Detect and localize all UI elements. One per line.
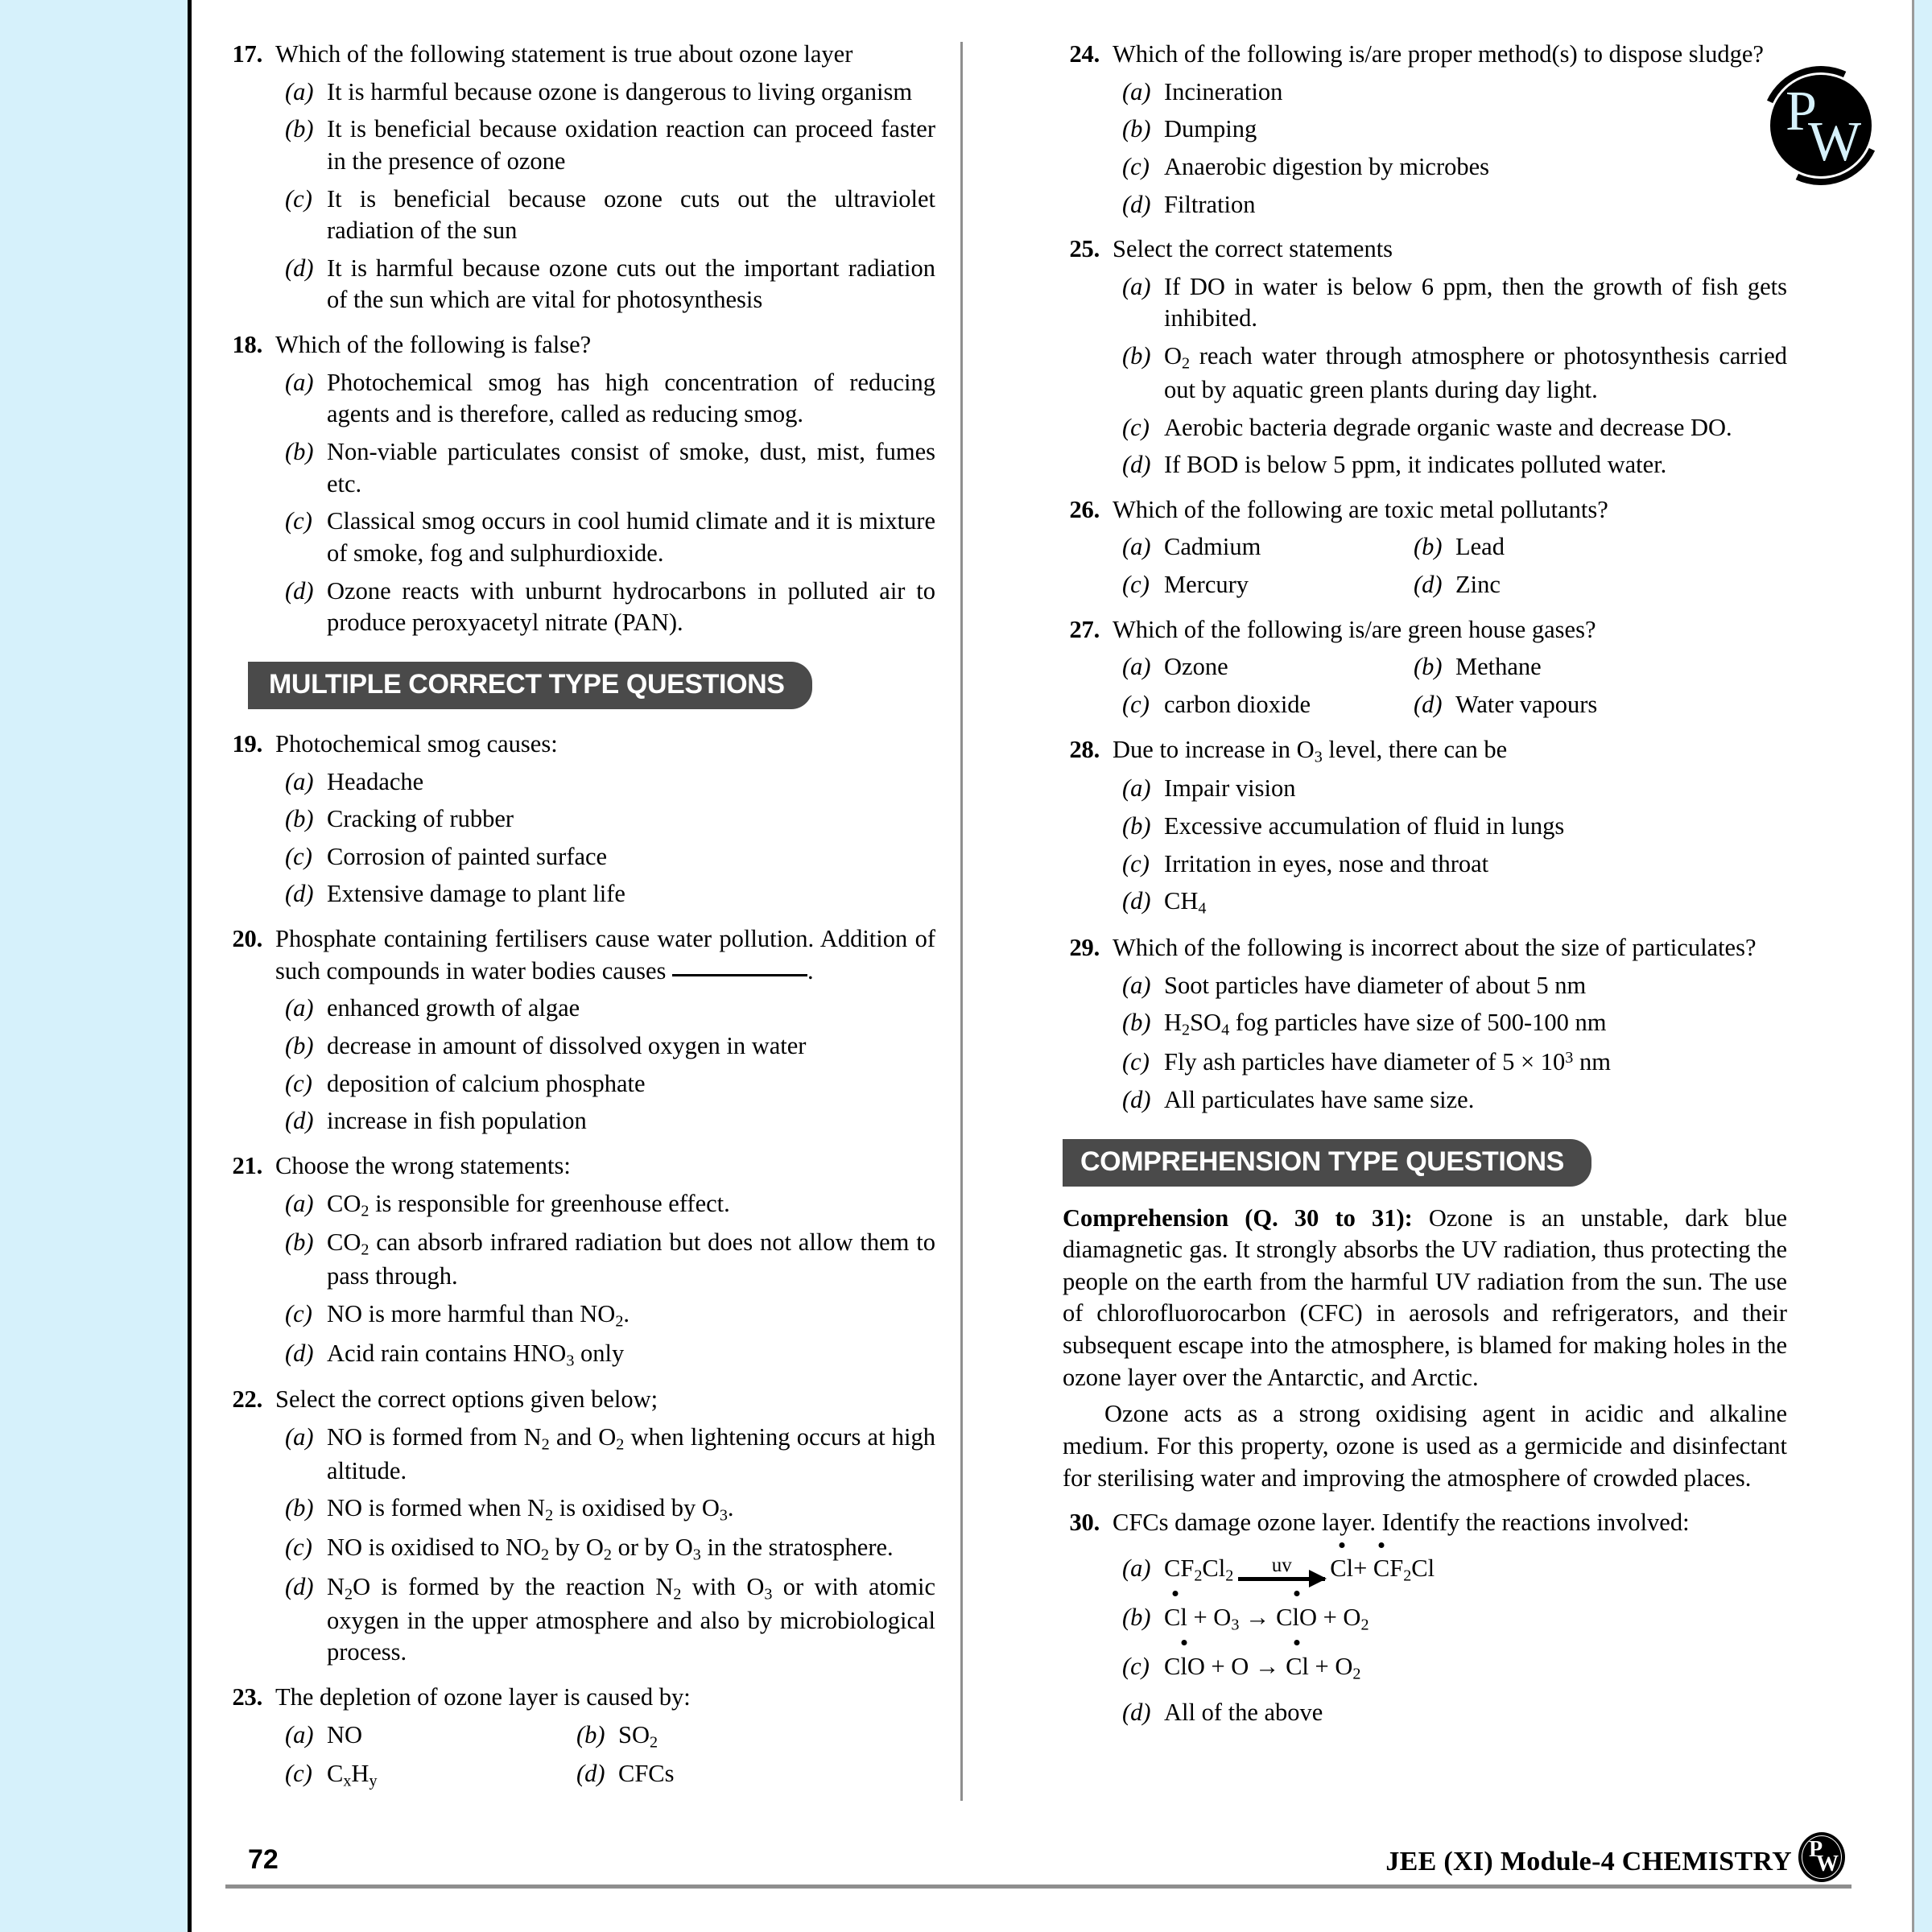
option-label: (a): [1122, 774, 1151, 803]
pw-logo-letter-w: W: [1808, 111, 1862, 173]
option-a[interactable]: [275, 766, 935, 799]
radical-cl: Cl: [1286, 1649, 1309, 1686]
question-stem: CFCs damage ozone layer. Identify the reactions involved:: [1113, 1509, 1690, 1537]
option-a[interactable]: [275, 76, 935, 109]
footer-title: JEE (XI) Module-4 CHEMISTRY: [1385, 1847, 1792, 1876]
question-body: [1113, 932, 1787, 1116]
option-label: (c): [1122, 571, 1150, 599]
option-label: (b): [285, 1228, 314, 1257]
option-label: (a): [285, 1720, 314, 1748]
question-26: [1063, 494, 1787, 601]
comprehension-lead: Comprehension (Q. 30 to 31):: [1063, 1203, 1413, 1232]
option-a[interactable]: [275, 1719, 567, 1753]
option-label: (c): [1122, 1048, 1150, 1076]
option-a[interactable]: [1113, 271, 1787, 335]
question-stem: Which of the following is false?: [275, 331, 592, 359]
option-b[interactable]: [1113, 114, 1787, 146]
option-list: [1113, 970, 1787, 1117]
option-label: (c): [1122, 1653, 1150, 1681]
option-text: Impair vision: [1164, 774, 1296, 803]
option-b[interactable]: [1113, 341, 1787, 406]
option-c[interactable]: [275, 1298, 935, 1332]
option-label: (d): [1122, 190, 1151, 218]
option-text: If BOD is below 5 ppm, it indicates polluted water.: [1164, 451, 1667, 479]
option-label: (b): [1414, 533, 1443, 561]
option-label: (a): [1122, 971, 1151, 999]
option-label: (a): [1122, 77, 1151, 105]
option-label: (d): [1414, 571, 1443, 599]
option-label: (b): [1122, 342, 1151, 370]
question-body: [275, 329, 935, 639]
question-number: 19.: [232, 729, 262, 758]
question-20: [225, 923, 935, 1137]
option-text: $O_2$ reach water through atmosphere or photosynthesis carried out by aquatic green plants during day light.: [1164, 342, 1787, 403]
section-banner-multiple-correct: MULTIPLE CORRECT TYPE QUESTIONS: [248, 662, 812, 709]
option-label: (b): [1414, 653, 1443, 681]
question-number: 21.: [232, 1151, 262, 1179]
option-label: (a): [285, 368, 314, 396]
option-text: Extensive damage to plant life: [327, 880, 625, 908]
question-17: [225, 39, 935, 316]
option-c[interactable]: [275, 841, 935, 873]
question-number: 24.: [1069, 40, 1100, 68]
radical-cl: Cl: [1164, 1600, 1187, 1637]
option-text: Soot particles have diameter of about 5 nm: [1164, 971, 1587, 999]
footer-divider: [225, 1885, 1852, 1889]
question-number: 26.: [1069, 495, 1100, 523]
option-text: Mercury: [1164, 571, 1249, 599]
option-label: (b): [285, 438, 314, 466]
option-text: NO is formed from $N_2$ and $O_2$ when lightening occurs at high altitude.: [327, 1422, 935, 1484]
radical-clo: ClO: [1276, 1600, 1317, 1637]
option-label: (a): [285, 1422, 314, 1451]
question-number: 30.: [1069, 1509, 1100, 1537]
option-a[interactable]: [1113, 1550, 1787, 1588]
option-b[interactable]: [275, 1227, 935, 1292]
option-d[interactable]: [1113, 1697, 1787, 1729]
option-b[interactable]: [275, 436, 935, 500]
question-body: [1113, 1507, 1787, 1729]
question-body: [275, 1384, 935, 1669]
option-d[interactable]: [275, 576, 935, 639]
radical-cl: Cl: [1330, 1550, 1353, 1587]
arrow-label: uv: [1271, 1554, 1292, 1576]
option-c[interactable]: [275, 1758, 567, 1792]
option-text: Cracking of rubber: [327, 805, 514, 833]
option-text: NO is oxidised to $NO_2$ by $O_2$ or by $O_3$ in the stratosphere.: [327, 1534, 894, 1564]
option-c[interactable]: [1113, 1046, 1787, 1079]
option-label: (a): [1122, 272, 1151, 300]
option-a[interactable]: [275, 367, 935, 431]
option-b[interactable]: [567, 1719, 935, 1753]
option-label: (c): [285, 1069, 312, 1097]
reaction-equation-c: ClO + $O \to Cl + O_2$: [1164, 1649, 1787, 1686]
option-label: (a): [1122, 533, 1151, 561]
question-stem: Which of the following is/are green house gases?: [1113, 615, 1596, 643]
comprehension-paragraph-2: Ozone acts as a strong oxidising agent in acidic and alkaline medium. For this property, ozone is used as a germicide and disinfectant for sterilising water and improving the atmosphere of crowded places.: [1063, 1400, 1787, 1492]
option-label: (d): [1122, 1699, 1151, 1727]
question-18: [225, 329, 935, 639]
option-text: Corrosion of painted surface: [327, 842, 608, 870]
question-23: [225, 1682, 935, 1792]
option-text: Headache: [327, 767, 424, 795]
question-body: [275, 1150, 935, 1371]
option-text: Aerobic bacteria degrade organic waste and decrease DO.: [1164, 413, 1732, 441]
option-text: NO is more harmful than $NO_2$.: [327, 1299, 630, 1331]
option-label: (b): [1122, 1604, 1151, 1632]
option-b[interactable]: [1113, 1007, 1787, 1041]
option-d[interactable]: [275, 1105, 935, 1137]
option-label: (d): [1122, 1085, 1151, 1113]
option-label: (b): [285, 1494, 314, 1522]
option-b[interactable]: [1404, 651, 1787, 683]
question-stem-tail: .: [807, 956, 814, 985]
option-d[interactable]: [275, 1338, 935, 1372]
option-label: (b): [1122, 115, 1151, 143]
option-label: (d): [1122, 451, 1151, 479]
option-text: It is harmful because ozone cuts out the important radiation of the sun which are vital for photosynthesis: [327, 254, 935, 314]
question-body: [1113, 734, 1787, 919]
option-d[interactable]: [1404, 569, 1787, 601]
option-label: (c): [1122, 152, 1150, 180]
option-b[interactable]: [1113, 1600, 1787, 1637]
option-c[interactable]: [1113, 1649, 1787, 1686]
option-text: All particulates have same size.: [1164, 1085, 1475, 1113]
option-row-ab: [275, 1719, 935, 1753]
pw-footer-letter-w: W: [1816, 1852, 1839, 1876]
right-margin-strip: [1914, 0, 1932, 1932]
question-number: 28.: [1069, 735, 1100, 763]
option-label: (d): [285, 1339, 314, 1367]
option-text: NO: [327, 1720, 363, 1748]
option-label: (b): [285, 805, 314, 833]
option-c[interactable]: [1113, 412, 1787, 444]
option-label: (d): [285, 576, 314, 605]
option-text: carbon dioxide: [1164, 691, 1311, 719]
fill-in-blank: [672, 974, 807, 976]
option-a[interactable]: [1113, 773, 1787, 805]
option-label: (c): [285, 1299, 312, 1327]
option-label: (d): [285, 1107, 314, 1135]
question-25: [1063, 233, 1787, 481]
question-29: [1063, 932, 1787, 1116]
question-27: [1063, 614, 1787, 721]
option-text: It is beneficial because oxidation reaction can proceed faster in the presence of ozone: [327, 115, 935, 175]
reaction-equation-b: $Cl + O_3$ → ClO + $O_2$: [1164, 1600, 1787, 1637]
option-text: NO is formed when $N_2$ is oxidised by $O_3$.: [327, 1494, 734, 1525]
option-b[interactable]: [1113, 811, 1787, 843]
option-list: [1113, 773, 1787, 919]
option-b[interactable]: [275, 1030, 935, 1063]
option-label: (b): [1122, 1009, 1151, 1037]
question-stem-text: Phosphate containing fertilisers cause water pollution. Addition of such compounds in water bodies causes: [275, 925, 935, 985]
option-text: Dumping: [1164, 115, 1257, 143]
pw-logo-footer-icon: [1798, 1832, 1845, 1882]
option-text: Lead: [1455, 533, 1505, 561]
page-content: [225, 39, 1868, 1866]
question-28: [1063, 734, 1787, 919]
question-stem: The depletion of ozone layer is caused by:: [275, 1683, 691, 1711]
question-stem: Which of the following statement is true about ozone layer: [275, 40, 853, 68]
option-a[interactable]: [275, 1188, 935, 1222]
question-number: 27.: [1069, 615, 1100, 643]
option-text: Fly ash particles have diameter of $5 \times 10^3$ nm: [1164, 1048, 1611, 1076]
option-text: Anaerobic digestion by microbes: [1164, 152, 1490, 180]
option-a[interactable]: [1113, 970, 1787, 1002]
question-body: [1113, 494, 1787, 601]
question-stem: Which of the following is/are proper method(s) to dispose sludge?: [1113, 40, 1764, 68]
option-c[interactable]: [275, 506, 935, 569]
option-text: It is beneficial because ozone cuts out the ultraviolet radiation of the sun: [327, 184, 935, 245]
option-text: Filtration: [1164, 190, 1256, 218]
option-label: (d): [1122, 887, 1151, 915]
option-list: [1113, 271, 1787, 481]
question-stem: [275, 923, 935, 987]
option-label: (c): [285, 1760, 312, 1788]
left-margin-strip: [0, 0, 192, 1932]
option-d[interactable]: [567, 1758, 935, 1792]
option-row-cd: [1113, 569, 1787, 601]
question-body: [1113, 39, 1787, 221]
option-a[interactable]: [275, 1422, 935, 1487]
option-a[interactable]: [1113, 76, 1787, 109]
option-c[interactable]: [1113, 151, 1787, 184]
option-row-cd: [275, 1758, 935, 1792]
question-19: [225, 729, 935, 910]
question-body: [1113, 233, 1787, 481]
option-b[interactable]: [275, 1492, 935, 1526]
page-number: 72: [248, 1844, 279, 1875]
question-number: 25.: [1069, 235, 1100, 263]
option-label: (b): [576, 1720, 605, 1748]
option-b[interactable]: [275, 803, 935, 836]
radical-clo: ClO: [1164, 1649, 1205, 1686]
option-a[interactable]: [1113, 531, 1404, 564]
option-list: [1113, 76, 1787, 221]
question-number: 23.: [232, 1683, 262, 1711]
option-list: [275, 766, 935, 911]
option-d[interactable]: [275, 253, 935, 316]
option-text: Classical smog occurs in cool humid climate and it is mixture of smoke, fog and sulphurdioxide.: [327, 507, 935, 567]
question-24: [1063, 39, 1787, 221]
option-text: Irritation in eyes, nose and throat: [1164, 849, 1489, 877]
option-text: All of the above: [1164, 1699, 1323, 1727]
left-column: [225, 39, 950, 1792]
option-list: [275, 1188, 935, 1372]
option-c[interactable]: [275, 184, 935, 247]
option-text: Incineration: [1164, 77, 1283, 105]
option-c[interactable]: [1113, 689, 1404, 721]
option-text: $H_2SO_4$ fog particles have size of 500-100 nm: [1164, 1009, 1607, 1040]
question-stem: Choose the wrong statements:: [275, 1151, 571, 1179]
option-list: [275, 367, 935, 639]
option-label: (a): [285, 994, 314, 1022]
option-label: (c): [1122, 691, 1150, 719]
option-c[interactable]: [275, 1532, 935, 1566]
section-banner-comprehension: COMPREHENSION TYPE QUESTIONS: [1063, 1139, 1591, 1187]
option-text: deposition of calcium phosphate: [327, 1069, 646, 1097]
radical-c: C: [1373, 1550, 1389, 1587]
option-text: Non-viable particulates consist of smoke, dust, mist, fumes etc.: [327, 438, 935, 497]
option-label: (c): [285, 842, 312, 870]
option-c[interactable]: [1113, 569, 1404, 601]
option-label: (c): [285, 184, 312, 213]
option-text: Photochemical smog has high concentration of reducing agents and is therefore, called as reducing smog.: [327, 368, 935, 428]
option-label: (b): [1122, 812, 1151, 840]
option-text: Ozone reacts with unburnt hydrocarbons in polluted air to produce peroxyacetyl nitrate (PAN).: [327, 576, 935, 637]
option-a[interactable]: [1113, 651, 1404, 683]
option-text: If DO in water is below 6 ppm, then the growth of fish gets inhibited.: [1164, 272, 1787, 332]
option-text: $SO_2$: [618, 1720, 658, 1752]
page-footer: [225, 1826, 1852, 1889]
option-label: (b): [285, 115, 314, 143]
option-text: decrease in amount of dissolved oxygen in water: [327, 1032, 807, 1060]
comprehension-paragraph-1: [1063, 1203, 1787, 1394]
option-text: CFCs: [618, 1760, 675, 1788]
question-body: [275, 923, 935, 1137]
option-list: [275, 993, 935, 1137]
option-d[interactable]: [1113, 1084, 1787, 1117]
question-stem: Due to increase in $O_3$ level, there can be: [1113, 735, 1508, 766]
option-text: Excessive accumulation of fluid in lungs: [1164, 812, 1565, 840]
option-label: (d): [1414, 691, 1443, 719]
option-text: Methane: [1455, 653, 1542, 681]
option-d[interactable]: [1113, 886, 1787, 919]
option-d[interactable]: [275, 878, 935, 910]
two-column-layout: [225, 39, 1868, 1792]
question-number: 17.: [232, 40, 262, 68]
option-label: (c): [285, 1534, 312, 1562]
question-21: [225, 1150, 935, 1371]
option-text: $CH_4$: [1164, 887, 1207, 918]
option-label: (a): [1122, 653, 1151, 681]
question-body: [275, 39, 935, 316]
option-text: It is harmful because ozone is dangerous to living organism: [327, 77, 913, 105]
option-text: $N_2O$ is formed by the reaction $N_2$ with $O_3$ or with atomic oxygen in the upper atmosphere and also by microbiological process.: [327, 1572, 935, 1666]
question-stem: Select the correct options given below;: [275, 1385, 658, 1414]
option-d[interactable]: [275, 1571, 935, 1669]
question-body: [275, 1682, 935, 1792]
arrow-shaft: [1238, 1577, 1325, 1581]
reaction-arrow-uv: [1238, 1555, 1325, 1581]
option-label: (d): [285, 1572, 314, 1600]
pw-logo-letter-p: P: [1785, 80, 1817, 142]
option-text: increase in fish population: [327, 1107, 587, 1135]
option-label: (c): [1122, 849, 1150, 877]
question-stem: Photochemical smog causes:: [275, 729, 558, 758]
question-number: 29.: [1069, 934, 1100, 962]
option-label: (b): [285, 1032, 314, 1060]
option-label: (a): [285, 767, 314, 795]
option-row-ab: [1113, 651, 1787, 683]
option-b[interactable]: [275, 114, 935, 177]
option-label: (d): [285, 880, 314, 908]
option-list: [275, 76, 935, 316]
question-body: [1113, 614, 1787, 721]
option-label: (c): [285, 507, 312, 535]
question-body: [275, 729, 935, 910]
option-label: (d): [576, 1760, 605, 1788]
option-a[interactable]: [275, 993, 935, 1025]
option-d[interactable]: [1113, 449, 1787, 481]
option-c[interactable]: [1113, 848, 1787, 881]
option-text: Cadmium: [1164, 533, 1261, 561]
reaction-equation-a: $CF_2Cl_2$ uv $Cl+ CF_2Cl$: [1164, 1550, 1787, 1588]
question-number: 22.: [232, 1385, 262, 1414]
question-stem: Which of the following is incorrect about the size of particulates?: [1113, 934, 1757, 962]
column-divider: [960, 42, 963, 1801]
option-label: (d): [285, 254, 314, 282]
question-22: [225, 1384, 935, 1669]
option-text: $CO_2$ is responsible for greenhouse effect.: [327, 1189, 730, 1220]
comprehension-text: Ozone is an unstable, dark blue diamagnetic gas. It strongly absorbs the UV radiation, thus protecting the people on the earth from the harmful UV radiation from the sun. The use of chlorofluorocarbon (CFC) in aerosols and refrigerators, and their subsequent escape into the atmosphere, is blamed for making holes in the ozone layer over the Antarctic, and Arctic.: [1063, 1203, 1787, 1391]
option-row-cd: [1113, 689, 1787, 721]
option-list: [275, 1422, 935, 1669]
option-text: enhanced growth of algae: [327, 994, 580, 1022]
option-text: Acid rain contains $HNO_3$ only: [327, 1339, 625, 1370]
option-text: Ozone: [1164, 653, 1228, 681]
question-number: 18.: [232, 331, 262, 359]
question-stem: Which of the following are toxic metal pollutants?: [1113, 495, 1608, 523]
option-label: (a): [285, 1189, 314, 1217]
option-b[interactable]: [1404, 531, 1787, 564]
option-c[interactable]: [275, 1068, 935, 1100]
option-d[interactable]: [1113, 189, 1787, 221]
question-30: [1063, 1507, 1787, 1729]
question-stem: Select the correct statements: [1113, 235, 1393, 263]
option-row-ab: [1113, 531, 1787, 564]
option-label: (a): [1122, 1554, 1151, 1583]
option-text: $CO_2$ can absorb infrared radiation but does not allow them to pass through.: [327, 1228, 935, 1290]
option-text: Zinc: [1455, 571, 1501, 599]
option-label: (a): [285, 77, 314, 105]
option-label: (c): [1122, 413, 1150, 441]
question-number: 20.: [232, 925, 262, 953]
option-text: $C_xH_y$: [327, 1760, 378, 1791]
right-column: [1063, 39, 1787, 1729]
option-text: Water vapours: [1455, 691, 1598, 719]
pw-footer-letter-p: P: [1809, 1837, 1823, 1862]
option-d[interactable]: [1404, 689, 1787, 721]
